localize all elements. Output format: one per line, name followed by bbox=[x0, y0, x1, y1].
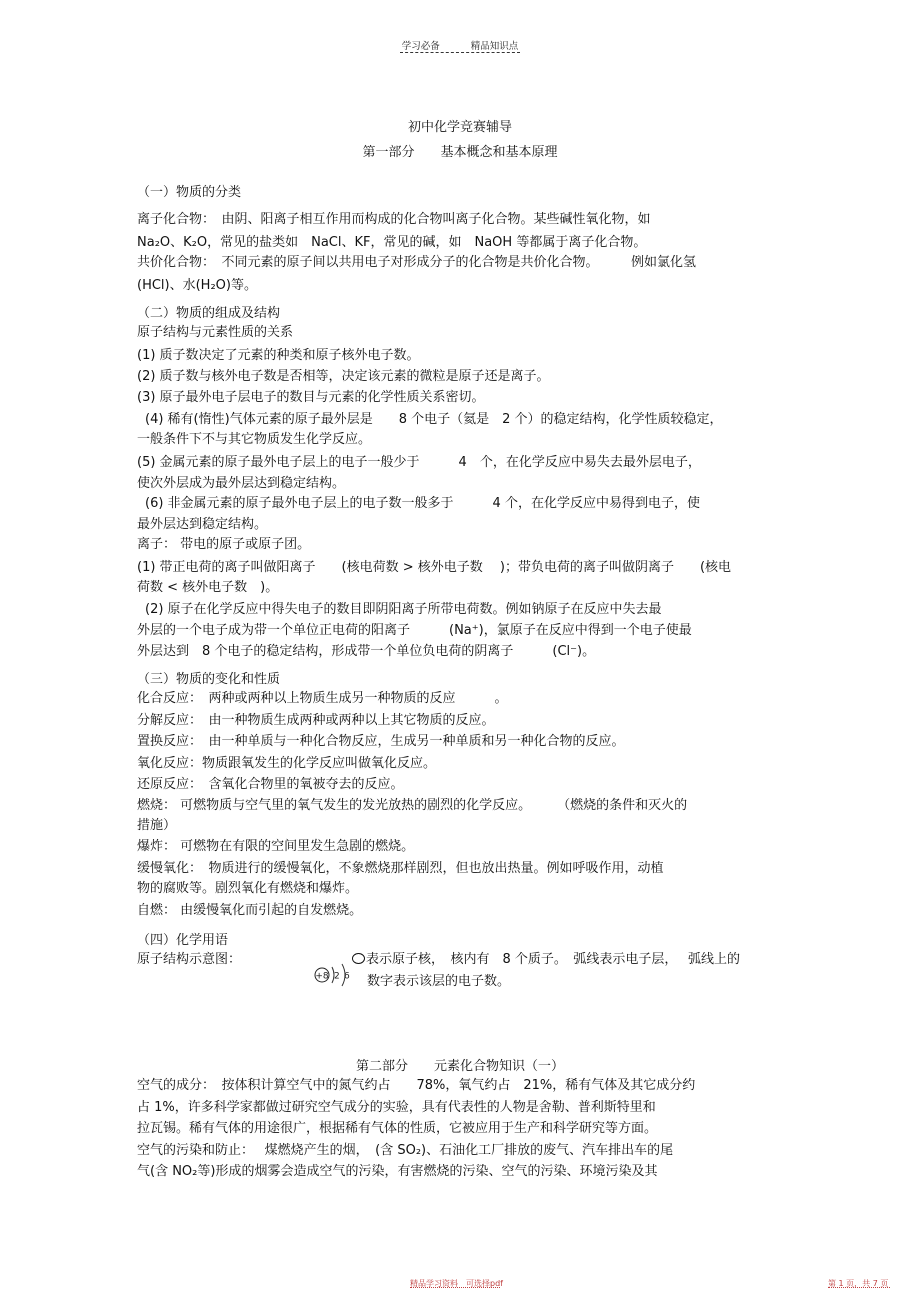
air-line-3: 拉瓦锡。稀有气体的用途很广，根据稀有气体的性质，它被应用于生产和科学研究等方面。 bbox=[137, 1121, 658, 1136]
part2-title: 第二部分 元素化合物知识（一） bbox=[355, 1059, 564, 1074]
atom-diagram-label: 原子结构示意图： bbox=[137, 952, 242, 967]
ionic-line-1: 离子化合物： 由阴、阳离子相互作用而构成的化合物叫离子化合物。某些碱性氧化物，如 bbox=[137, 212, 651, 227]
struct-item-5b: 使次外层成为最外层达到稳定结构。 bbox=[137, 476, 346, 491]
spontaneous-combustion: 自燃： 由缓慢氧化而引起的自发燃烧。 bbox=[137, 903, 363, 918]
atom-desc-line-2: 数字表示该层的电子数。 bbox=[367, 974, 511, 989]
section-3-heading: （三）物质的变化和性质 bbox=[137, 672, 281, 687]
ion-item-2a: (2) 原子在化学反应中得失电子的数目即阴阳离子所带电荷数。例如钠原子在反应中失去最 bbox=[145, 602, 662, 617]
struct-item-6b: 最外层达到稳定结构。 bbox=[137, 517, 268, 532]
structure-heading: 原子结构与元素性质的关系 bbox=[137, 325, 294, 340]
header-left: 学习必备 bbox=[401, 41, 440, 52]
part1-title: 第一部分 基本概念和基本原理 bbox=[362, 145, 558, 160]
page-header bbox=[0, 38, 920, 52]
section-1-heading: （一）物质的分类 bbox=[137, 185, 242, 200]
footer-page-number bbox=[828, 1278, 888, 1289]
section-4-heading: （四）化学用语 bbox=[137, 933, 229, 948]
ion-item-2c: 外层达到 8 个电子的稳定结构，形成带一个单位负电荷的阴离子 (Cl⁻)。 bbox=[137, 644, 596, 659]
reaction-reduction: 还原反应： 含氧化合物里的氧被夺去的反应。 bbox=[137, 777, 404, 792]
ion-item-2b: 外层的一个电子成为带一个单位正电荷的阳离子 (Na⁺)，氯原子在反应中得到一个电子使最 bbox=[137, 623, 692, 638]
pollution-line-1: 空气的污染和防止： 煤燃烧产生的烟， (含 SO₂)、石油化工厂排放的废气、汽车排出车的尾 bbox=[137, 1143, 674, 1158]
reaction-oxidation: 氧化反应：物质跟氧发生的化学反应叫做氧化反应。 bbox=[137, 756, 437, 771]
atom-structure-diagram bbox=[308, 954, 364, 996]
footer-left-dots bbox=[410, 1287, 500, 1288]
struct-item-6a: (6) 非金属元素的原子最外电子层上的电子数一般多于 4 个，在化学反应中易得到电子，使 bbox=[145, 496, 700, 511]
struct-item-2: (2) 质子数与核外电子数是否相等，决定该元素的微粒是原子还是离子。 bbox=[137, 369, 550, 384]
atom-desc-text: 表示原子核， 核内有 8 个质子。 弧线表示电子层， 弧线上的 bbox=[366, 952, 741, 967]
struct-item-3: (3) 原子最外电子层电子的数目与元素的化学性质关系密切。 bbox=[137, 390, 485, 405]
ion-item-1b: 荷数 < 核外电子数 )。 bbox=[137, 580, 279, 595]
footer-left bbox=[410, 1278, 503, 1289]
struct-item-4b: 一般条件下不与其它物质发生化学反应。 bbox=[137, 432, 372, 447]
nucleus-charge: +8 bbox=[315, 971, 329, 982]
struct-item-4a: (4) 稀有(惰性)气体元素的原子最外层是 8 个电子（氦是 2 个）的稳定结构，化学性质较稳定， bbox=[145, 412, 723, 427]
explosion-line: 爆炸： 可燃物在有限的空间里发生急剧的燃烧。 bbox=[137, 839, 415, 854]
reaction-displacement: 置换反应： 由一种单质与一种化合物反应，生成另一种单质和另一种化合物的反应。 bbox=[137, 734, 625, 749]
slow-oxidation-line-2: 物的腐败等。剧烈氧化有燃烧和爆炸。 bbox=[137, 881, 359, 896]
combustion-line-2: 措施） bbox=[137, 818, 177, 833]
doc-title: 初中化学竞赛辅导 bbox=[407, 120, 512, 135]
struct-item-1: (1) 质子数决定了元素的种类和原子核外电子数。 bbox=[137, 348, 420, 363]
combustion-line-1: 燃烧： 可燃物质与空气里的氧气发生的发光放热的剧烈的化学反应。 （燃烧的条件和灭火的 bbox=[137, 798, 688, 813]
air-line-2: 占 1%，许多科学家都做过研究空气成分的实验，具有代表性的人物是舍勒、普利斯特里和 bbox=[137, 1100, 656, 1115]
covalent-line-1: 共价化合物： 不同元素的原子间以共用电子对形成分子的化合物是共价化合物。 例如氯化氢 bbox=[137, 255, 697, 270]
header-right: 精品知识点 bbox=[470, 41, 519, 52]
pollution-line-2: 气(含 NO₂等)形成的烟雾会造成空气的污染，有害燃烧的污染、空气的污染、环境污染及其 bbox=[137, 1164, 658, 1179]
reaction-decomposition: 分解反应： 由一种物质生成两种或两种以上其它物质的反应。 bbox=[137, 713, 495, 728]
ion-definition: 离子： 带电的原子或原子团。 bbox=[137, 537, 311, 552]
covalent-line-2: (HCl)、水(H₂O)等。 bbox=[137, 278, 257, 293]
reaction-combination: 化合反应： 两种或两种以上物质生成另一种物质的反应 。 bbox=[137, 691, 508, 706]
inner-shell-count: 2 bbox=[334, 971, 340, 982]
air-line-1: 空气的成分： 按体积计算空气中的氮气约占 78%，氧气约占 21%，稀有气体及其它成分约 bbox=[137, 1078, 696, 1093]
outer-shell-count: 6 bbox=[344, 971, 350, 982]
footer-right-dots bbox=[828, 1287, 890, 1288]
header-rule bbox=[400, 52, 520, 53]
ion-item-1a: (1) 带正电荷的离子叫做阳离子 (核电荷数 > 核外电子数 )；带负电荷的离子叫做阴离子 (核电 bbox=[137, 560, 732, 575]
atom-desc-line-1 bbox=[352, 952, 740, 968]
section-2-heading: （二）物质的组成及结构 bbox=[137, 306, 281, 321]
footer-right-text: 第 1 页，共 7 页 bbox=[828, 1279, 889, 1288]
slow-oxidation-line-1: 缓慢氧化： 物质进行的缓慢氧化，不象燃烧那样剧烈，但也放出热量。例如呼吸作用，动植 bbox=[137, 861, 664, 876]
ionic-line-2: Na₂O、K₂O，常见的盐类如 NaCl、KF，常见的碱，如 NaOH 等都属于离子化合物。 bbox=[137, 235, 647, 250]
footer-left-text: 精品学习资料 可选择pdf bbox=[410, 1279, 503, 1288]
struct-item-5a: (5) 金属元素的原子最外电子层上的电子一般少于 4 个，在化学反应中易失去最外层电子， bbox=[137, 455, 701, 470]
